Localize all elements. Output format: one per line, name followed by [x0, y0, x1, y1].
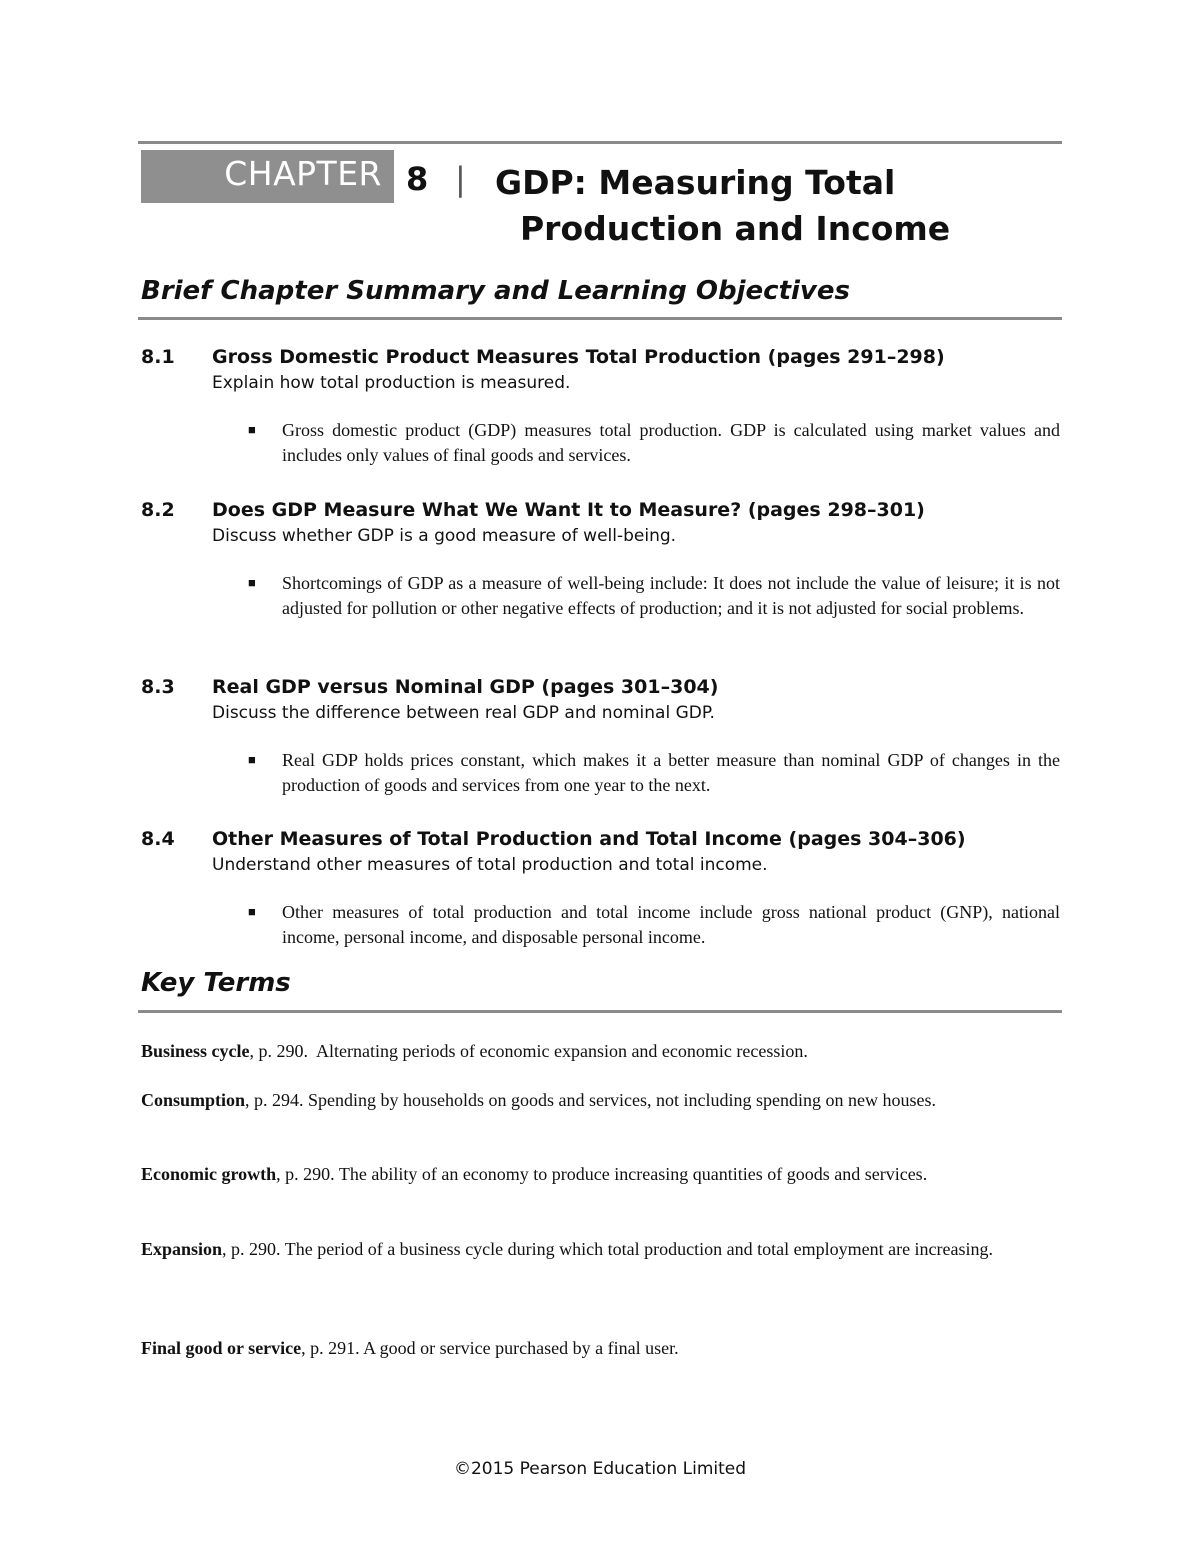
objective-bullet-text: Real GDP holds prices constant, which makes it a better measure than nominal GDP of changes in the production of goods and services from one year to the next.: [282, 750, 1060, 795]
bullet-marker-icon: ■: [248, 422, 256, 437]
key-term-definition: A good or service purchased by a final user.: [363, 1338, 679, 1358]
objective-number: 8.1: [141, 346, 175, 368]
key-term-page-ref: , p. 290.: [222, 1239, 285, 1259]
objective-description: Explain how total production is measured.: [212, 373, 571, 393]
key-term-name: Consumption: [141, 1090, 246, 1110]
key-term-name: Expansion: [141, 1239, 223, 1259]
objective-description: Discuss the difference between real GDP and nominal GDP.: [212, 703, 715, 723]
key-term-definition: Alternating periods of economic expansion and economic recession.: [316, 1041, 808, 1061]
summary-divider: [138, 317, 1062, 320]
objective-title: Real GDP versus Nominal GDP (pages 301–304): [212, 676, 719, 698]
key-term-page-ref: , p. 290.: [249, 1041, 317, 1061]
objective-title: Does GDP Measure What We Want It to Measure? (pages 298–301): [212, 499, 925, 521]
objective-number: 8.2: [141, 499, 175, 521]
key-term-page-ref: , p. 294.: [245, 1090, 309, 1110]
chapter-label-box: [141, 150, 394, 203]
objective-description: Understand other measures of total production and total income.: [212, 855, 768, 875]
top-divider: [138, 141, 1062, 144]
objective-number: 8.3: [141, 676, 175, 698]
chapter-title-line1: GDP: Measuring Total: [495, 163, 896, 202]
key-terms-heading: Key Terms: [141, 968, 291, 998]
chapter-title: [495, 160, 950, 252]
key-term-name: Final good or service: [141, 1338, 302, 1358]
bullet-marker-icon: ■: [248, 904, 256, 919]
key-term-definition: The ability of an economy to produce increasing quantities of goods and services.: [338, 1164, 928, 1184]
objective-bullet-text: Gross domestic product (GDP) measures total production. GDP is calculated using market values and includes only values of final goods and services.: [282, 420, 1060, 465]
objective-number: 8.4: [141, 828, 175, 850]
objective-bullet-text: Shortcomings of GDP as a measure of well-being include: It does not include the value of leisure; it is not adjusted for pollution or other negative effects of production; and it is not adjusted for social problems.: [282, 573, 1060, 618]
key-term-entry: [141, 1336, 1041, 1361]
bullet-marker-icon: ■: [248, 752, 256, 767]
key-term-page-ref: , p. 290.: [276, 1164, 339, 1184]
chapter-label: CHAPTER: [224, 154, 382, 193]
objective-bullet-text: Other measures of total production and total income include gross national product (GNP), national income, personal income, and disposable personal income.: [282, 902, 1060, 947]
bullet-marker-icon: ■: [248, 575, 256, 590]
key-term-definition: Spending by households on goods and services, not including spending on new houses.: [308, 1090, 936, 1110]
summary-heading: Brief Chapter Summary and Learning Objectives: [141, 276, 850, 306]
objective-title: Gross Domestic Product Measures Total Production (pages 291–298): [212, 346, 945, 368]
objective-title: Other Measures of Total Production and Total Income (pages 304–306): [212, 828, 966, 850]
key-term-entry: [141, 1039, 1041, 1064]
key-term-name: Business cycle: [141, 1041, 250, 1061]
key-term-entry: [141, 1088, 1041, 1113]
chapter-separator: |: [455, 160, 466, 198]
key-term-entry: [141, 1162, 1041, 1187]
key-term-page-ref: , p. 291.: [301, 1338, 364, 1358]
key-term-definition: The period of a business cycle during which total production and total employment are increasing.: [284, 1239, 994, 1259]
chapter-title-line2: Production and Income: [520, 209, 951, 248]
key-terms-divider: [138, 1010, 1062, 1013]
copyright-footer: ©2015 Pearson Education Limited: [453, 1459, 747, 1479]
chapter-number: 8: [406, 160, 429, 198]
objective-description: Discuss whether GDP is a good measure of well-being.: [212, 526, 677, 546]
key-term-entry: [141, 1237, 1041, 1262]
key-term-name: Economic growth: [141, 1164, 277, 1184]
